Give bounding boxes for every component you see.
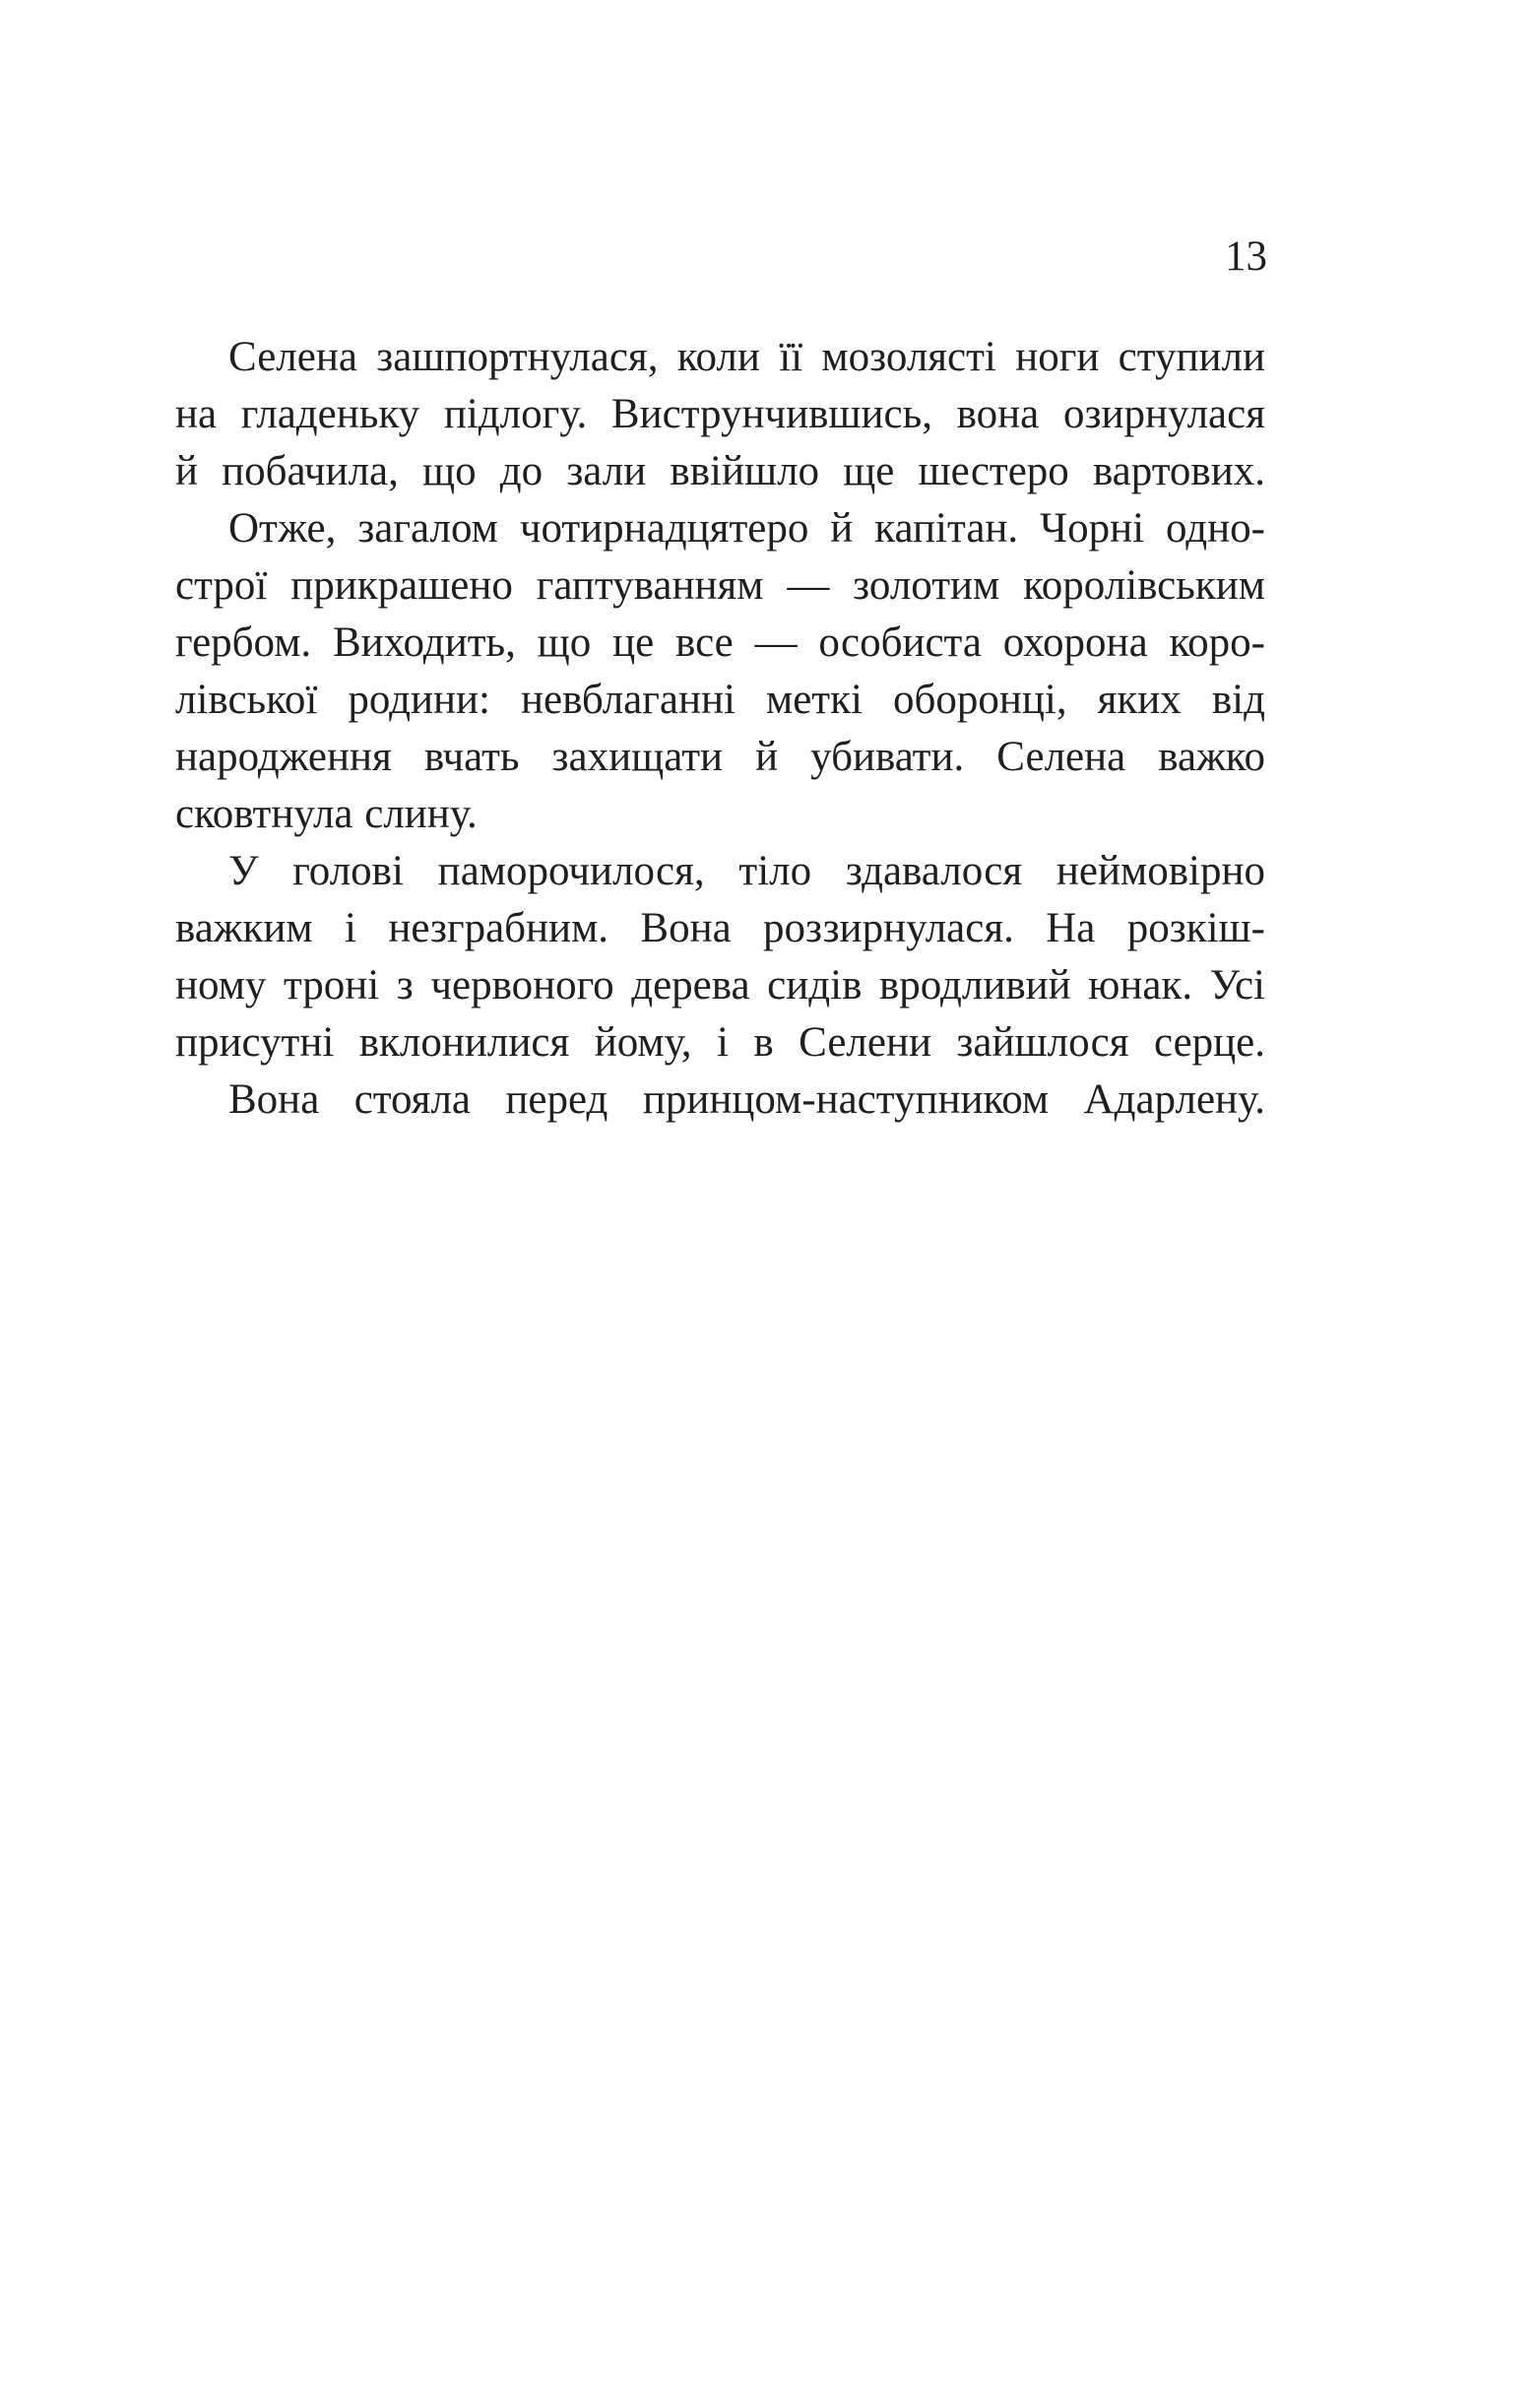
text-line: Вона стояла перед принцом-наступником Адарлену. bbox=[228, 1076, 1265, 1123]
body-text-block bbox=[175, 329, 1265, 1129]
text-line: Отже, загалом чотирнадцятеро й капітан. Чорні одно- bbox=[228, 505, 1265, 552]
text-line: ному троні з червоного дерева сидів вродливий юнак. Усі bbox=[175, 962, 1265, 1009]
text-line: народження вчать захищати й убивати. Селена важко bbox=[175, 734, 1265, 780]
text-line: гербом. Виходить, що це все — особиста охорона коро- bbox=[175, 619, 1265, 666]
page-number: 13 bbox=[1225, 233, 1267, 280]
text-line: на гладеньку підлогу. Виструнчившись, вона озирнулася bbox=[175, 391, 1265, 437]
text-line: лівської родини: невблаганні меткі оборонці, яких від bbox=[175, 677, 1265, 723]
text-line: присутні вклонилися йому, і в Селени зайшлося серце. bbox=[175, 1019, 1265, 1066]
text-line: Селена зашпортнулася, коли її мозолясті ноги ступили bbox=[228, 334, 1265, 380]
text-line: строї прикрашено гаптуванням — золотим королівським bbox=[175, 562, 1265, 609]
text-line: важким і незграбним. Вона роззирнулася. На розкіш- bbox=[175, 905, 1265, 951]
text-line: У голові паморочилося, тіло здавалося неймовірно bbox=[228, 848, 1265, 894]
text-line: й побачила, що до зали ввійшло ще шестеро вартових. bbox=[175, 448, 1265, 494]
text-line: сковтнула слину. bbox=[175, 791, 478, 837]
